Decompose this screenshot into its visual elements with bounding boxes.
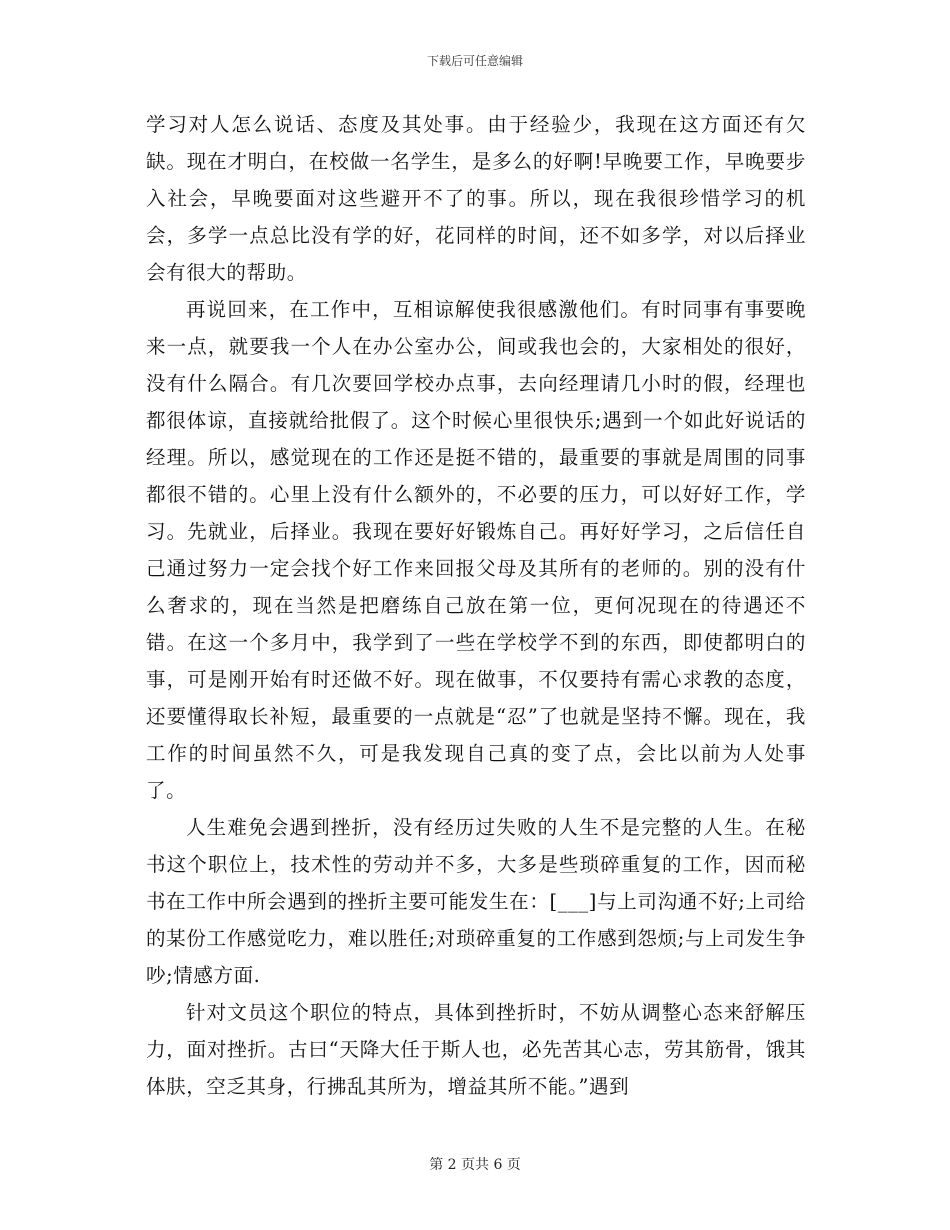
page-number-footer: 第 2 页共 6 页	[429, 1157, 521, 1173]
paragraph-coping: 针对文员这个职位的特点，具体到挫折时，不妨从调整心态来舒解压力，面对挫折。古曰“天降大任于斯人也，必先苦其心志，劳其筋骨，饿其体肤，空乏其身，行拂乱其所为，增益其所不能。”遇到	[146, 1001, 806, 1098]
document-body	[146, 106, 806, 1105]
page-header: 下载后可任意编辑	[426, 54, 523, 68]
paragraph-continuation: 学习对人怎么说话、态度及其处事。由于经验少，我现在这方面还有欠缺。现在才明白，在校做一名学生，是多么的好啊!早晚要工作，早晚要步入社会，早晚要面对这些避开不了的事。所以，现在我很珍惜学习的机会，多学一点总比没有学的好，花同样的时间，还不如多学，对以后择业会有很大的帮助。	[146, 113, 806, 284]
paragraph-setbacks: 人生难免会遇到挫折，没有经历过失败的人生不是完整的人生。在秘书这个职位上，技术性的劳动并不多，大多是些琐碎重复的工作，因而秘书在工作中所会遇到的挫折主要可能发生在：[___]与上司沟通不好;上司给的某份工作感觉吃力，难以胜任;对琐碎重复的工作感到怨烦;与上司发生争吵;情感方面.	[146, 816, 806, 987]
paragraph-colleagues: 再说回来，在工作中，互相谅解使我很感激他们。有时同事有事要晚来一点，就要我一个人在办公室办公，间或我也会的，大家相处的很好，没有什么隔合。有几次要回学校办点事，去向经理请几小时的假，经理也都很体谅，直接就给批假了。这个时候心里很快乐;遇到一个如此好说话的经理。所以，感觉现在的工作还是挺不错的，最重要的事就是周围的同事都很不错的。心里上没有什么额外的，不必要的压力，可以好好工作，学习。先就业，后择业。我现在要好好锻炼自己。再好好学习，之后信任自己通过努力一定会找个好工作来回报父母及其所有的老师的。别的没有什么奢求的，现在当然是把磨练自己放在第一位，更何况现在的待遇还不错。在这一个多月中，我学到了一些在学校学不到的东西，即使都明白的事，可是刚开始有时还做不好。现在做事，不仅要持有需心求教的态度，还要懂得取长补短，最重要的一点就是“忍”了也就是坚持不懈。现在，我工作的时间虽然不久，可是我发现自己真的变了点，会比以前为人处事了。	[146, 298, 806, 802]
